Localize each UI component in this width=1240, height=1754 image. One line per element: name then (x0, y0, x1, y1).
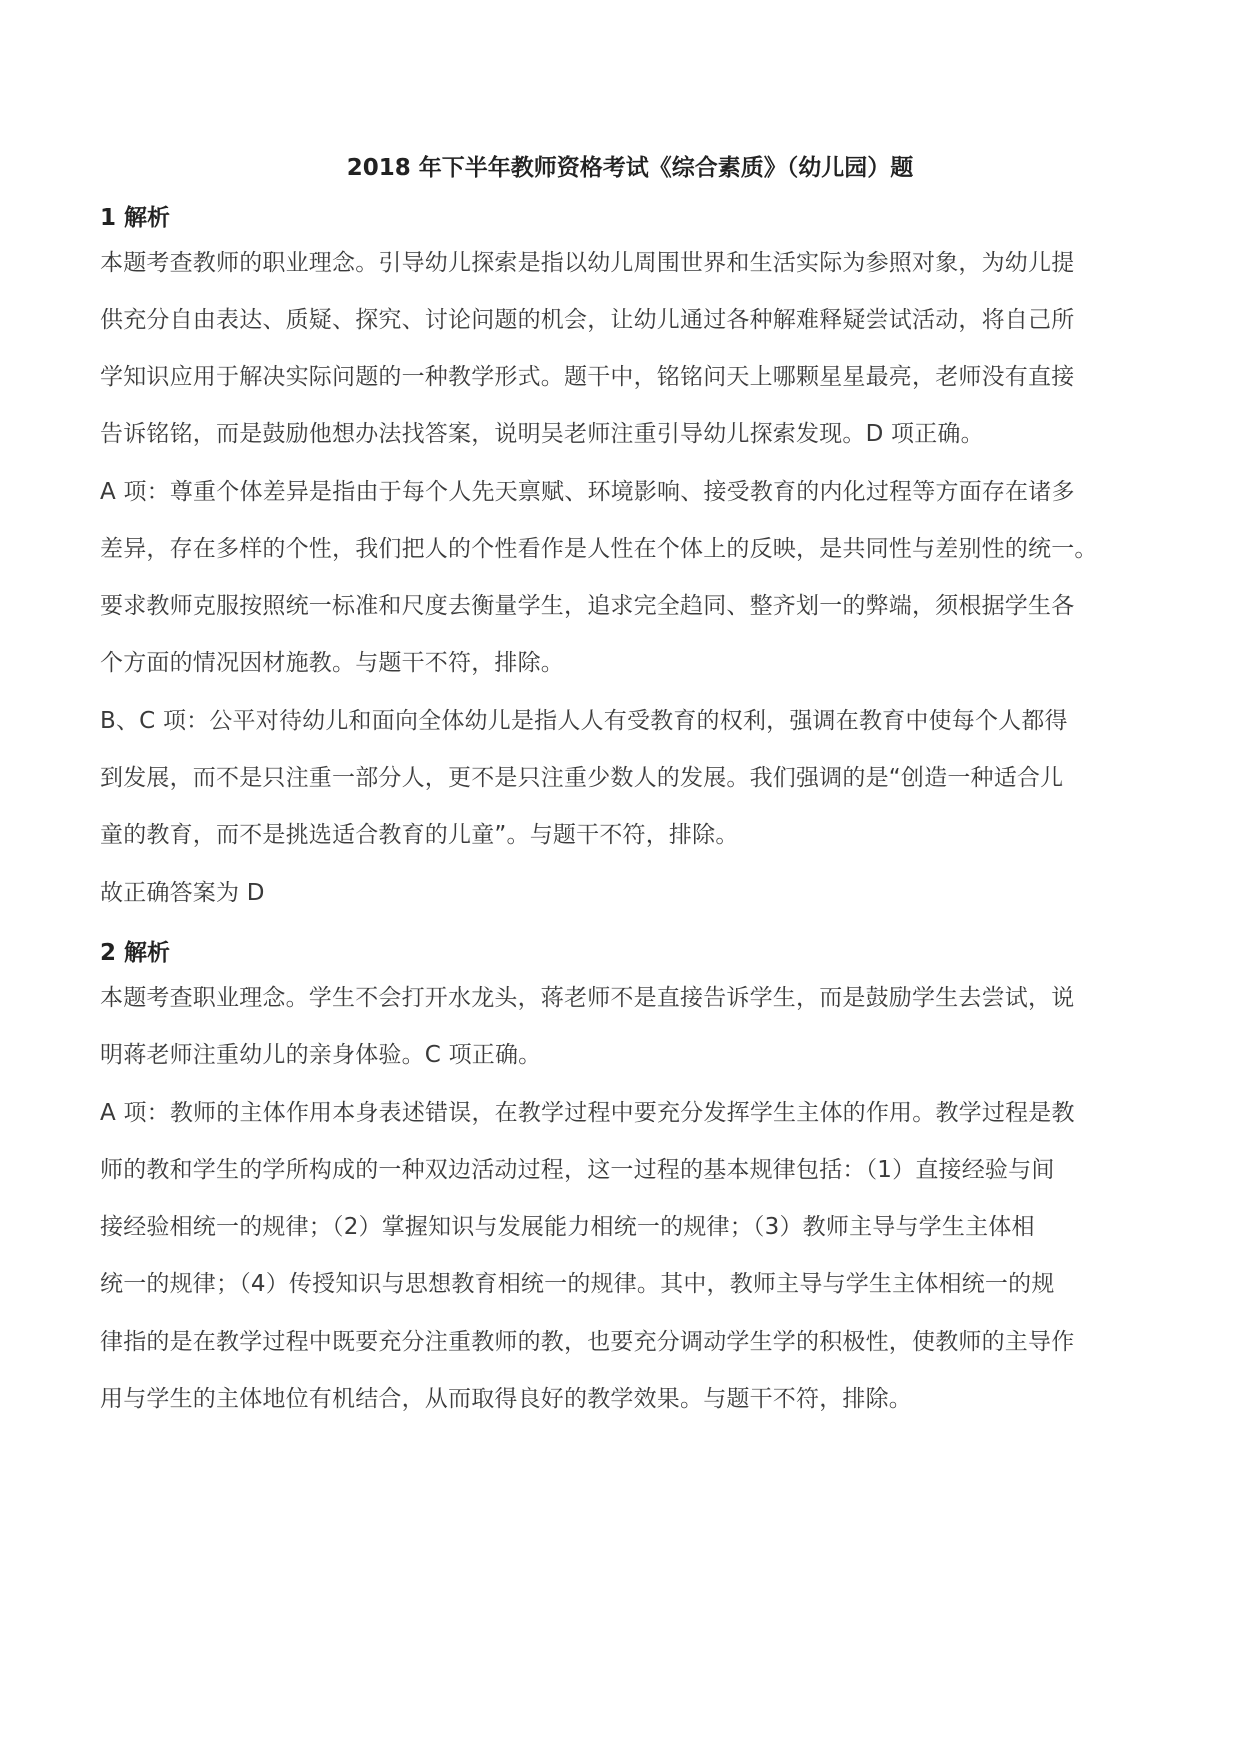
section-1-line: 学知识应用于解决实际问题的一种教学形式。题干中，铭铭问天上哪颗星星最亮，老师没有直接 (100, 364, 1075, 390)
section-2-line: A 项：教师的主体作用本身表述错误，在教学过程中要充分发挥学生主体的作用。教学过程是教 (100, 1100, 1075, 1126)
section-2-line: 师的教和学生的学所构成的一种双边活动过程，这一过程的基本规律包括：（1）直接经验与间 (100, 1157, 1055, 1183)
section-2-line: 本题考查职业理念。学生不会打开水龙头，蒋老师不是直接告诉学生，而是鼓励学生去尝试，说 (100, 985, 1075, 1011)
section-2-line: 律指的是在教学过程中既要充分注重教师的教，也要充分调动学生学的积极性，使教师的主导作 (100, 1329, 1075, 1355)
document-title: 2018 年下半年教师资格考试《综合素质》（幼儿园）题 (346, 155, 914, 181)
section-1-line: 个方面的情况因材施教。与题干不符，排除。 (100, 650, 564, 676)
section-2-line: 用与学生的主体地位有机结合，从而取得良好的教学效果。与题干不符，排除。 (100, 1386, 912, 1412)
section-1-line: 到发展，而不是只注重一部分人，更不是只注重少数人的发展。我们强调的是“创造一种适合儿 (100, 765, 1064, 791)
section-1-line: B、C 项：公平对待幼儿和面向全体幼儿是指人人有受教育的权利，强调在教育中使每个人都得 (100, 708, 1068, 734)
section-2-line: 明蒋老师注重幼儿的亲身体验。C 项正确。 (100, 1042, 542, 1068)
section-1-line: 要求教师克服按照统一标准和尺度去衡量学生，追求完全趋同、整齐划一的弊端，须根据学生各 (100, 593, 1075, 619)
section-1-line: A 项：尊重个体差异是指由于每个人先天禀赋、环境影响、接受教育的内化过程等方面存在诸多 (100, 479, 1075, 505)
section-1-line: 本题考查教师的职业理念。引导幼儿探索是指以幼儿周围世界和生活实际为参照对象，为幼儿提 (100, 250, 1075, 276)
section-1-heading: 1 解析 (100, 205, 171, 231)
section-2-line: 接经验相统一的规律；（2）掌握知识与发展能力相统一的规律；（3）教师主导与学生主体相 (100, 1214, 1035, 1240)
section-1-answer: 故正确答案为 D (100, 880, 265, 906)
section-1-line: 童的教育，而不是挑选适合教育的儿童”。与题干不符，排除。 (100, 822, 739, 848)
section-1-line: 告诉铭铭，而是鼓励他想办法找答案，说明吴老师注重引导幼儿探索发现。D 项正确。 (100, 421, 984, 447)
section-1-line: 供充分自由表达、质疑、探究、讨论问题的机会，让幼儿通过各种解难释疑尝试活动，将自己所 (100, 307, 1075, 333)
section-1-line: 差异，存在多样的个性，我们把人的个性看作是人性在个体上的反映，是共同性与差别性的统一。 (100, 536, 1098, 562)
section-2-line: 统一的规律；（4）传授知识与思想教育相统一的规律。其中，教师主导与学生主体相统一的规 (100, 1271, 1055, 1297)
section-2-heading: 2 解析 (100, 940, 171, 966)
